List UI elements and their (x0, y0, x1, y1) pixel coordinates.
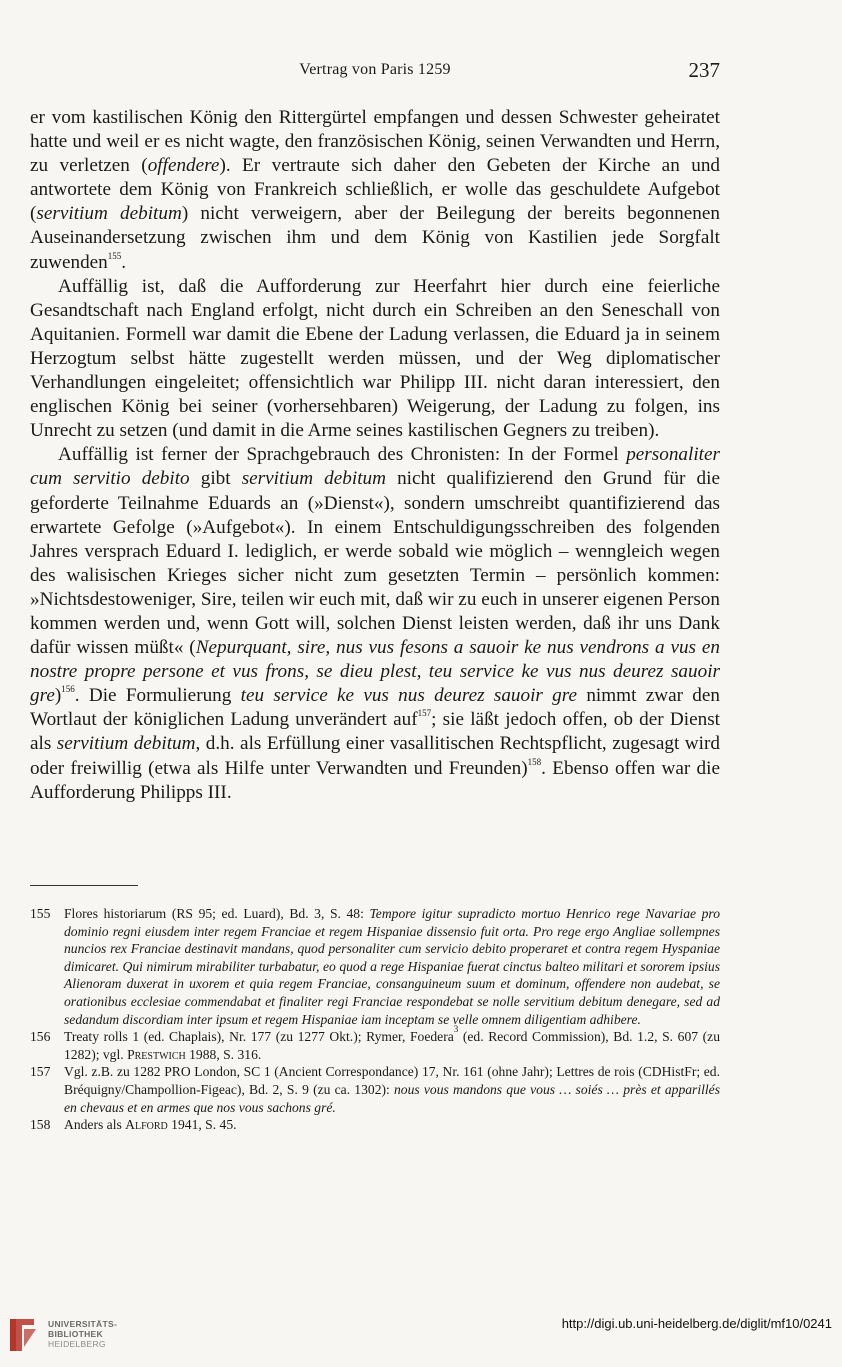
logo-line: UNIVERSITÄTS- (48, 1319, 118, 1329)
text-run: Flores historiarum (RS 95; ed. Luard), Bd. 3, S. 48: (64, 906, 370, 921)
footnote-number: 156 (30, 1029, 51, 1045)
footnote-ref-156[interactable]: 156 (61, 684, 75, 695)
text-run: Treaty rolls 1 (ed. Chaplais), Nr. 177 (zu 1277 Okt.); Rymer, Foedera (64, 1029, 454, 1045)
text-run: ) nicht verweigern, aber der Beilegung der bereits begonnenen Auseinandersetzung zwischen ihm und dem König von Kastilien jede Sorgfalt zuwenden (30, 203, 720, 273)
italic-run: servitium debitum (36, 203, 182, 225)
italic-run: personaliter cum servitio debito (30, 444, 720, 490)
footnote-158 (30, 1116, 720, 1134)
paragraph-2: Auffällig ist, daß die Aufforderung zur Heerfahrt hier durch eine feierliche Gesandtschaft nach England erfolgt, nicht durch ein Schreiben an den Seneschall von Aquitanien. Formell war damit die Ebene der Ladung verlassen, die Eduard ja in seinem Herzogtum selbst hätte zugestellt werden müssen, und der Weg diplomatischer Verhandlungen eingeleitet; offensichtlich war Philipp III. nicht daran interessiert, den englischen König bei seiner (vorhersehbaren) Weigerung, der Ladung zu folgen, ins Unrecht zu setzen (und damit in die Arme seines kastilischen Gegners zu treiben). (30, 275, 720, 442)
running-head (30, 58, 720, 84)
italic-run: Tempore igitur supradicto mortuo Henrico rege Navariae pro dominio regni eiusdem inter regem Franciae et regem Hispaniae dissensio fuit orta. Pro rege ergo Angliae sollempnes nuncios rex Franciae destinavit mandans, quod personaliter cum servicio debito properaret et contra regem Hyspaniae dimicaret. Qui nimirum mirabiliter turbabatur, eo quod a rege Hispaniae fuerat cinctus balteo militari et sororem ipsius Alienoram duxerat in uxorem et quia regem Franciae, consanguineum suum et dominum, offendere non audebat, se orationibus ecclesiae commendabat et finaliter regi Franciae respondebat se nolle servitium debitum denegare, sed ad sedandum discordiam inter ipsum et regem Hispaniae iam inceptam se velle omnem diligentiam adhibere. (64, 906, 720, 1027)
paragraph-1 (30, 106, 720, 275)
footnote-ref-155[interactable]: 155 (107, 250, 122, 261)
page-number: 237 (688, 58, 720, 82)
footnote-text (64, 1024, 720, 1063)
italic-run: nous vous mandons que vous … soiés … près et apparillés en chevaus et en armes que nos vous sachons gré. (64, 1081, 720, 1115)
text-run: Vgl. z.B. zu 1282 PRO London, SC 1 (Ancient Correspondance) 17, Nr. 161 (ohne Jahr); Lettres de rois (CDHistFr; ed. Bréquigny/Champollion-Figeac), Bd. 2, S. 9 (zu ca. 1302): (64, 1064, 720, 1097)
footnote-text (64, 1063, 720, 1116)
author-name: Alford (125, 1117, 168, 1133)
footnote-156 (30, 1024, 720, 1063)
footnote-text (64, 905, 720, 1028)
footnote-ref-158[interactable]: 158 (527, 756, 542, 767)
italic-run: teu service ke vus nus deurez sauoir gre (240, 685, 578, 707)
text-run: Auffällig ist ferner der Sprachgebrauch des Chronisten: In der Formel (58, 444, 627, 466)
footnote-divider (30, 885, 138, 886)
edition-superscript: 3 (453, 1024, 459, 1035)
footnotes (30, 905, 720, 1134)
footnote-157 (30, 1063, 720, 1116)
footnote-text (64, 1116, 720, 1134)
text-run: er vom kastilischen König den Rittergürtel empfangen und dessen Schwester geheiratet hatte und weil er es nicht wagte, den französischen König, seinen Verwandten und Herrn, zu verletzen ( (30, 107, 720, 177)
source-url[interactable]: http://digi.ub.uni-heidelberg.de/diglit/mf10/0241 (561, 1316, 832, 1331)
text-run: . Die Formulierung (74, 685, 241, 707)
footnote-number: 155 (30, 906, 51, 921)
library-logo-icon (8, 1317, 38, 1353)
text-run: nicht qualifizierend den Grund für die geforderte Teilnahme Eduards an (»Dienst«), sondern umschreibt quantifizierend das erwartete Gefolge (»Aufgebot«). In einem Entschuldigungsschreiben des folgenden Jahres versprach Eduard I. lediglich, er werde sobald wie möglich – wenngleich wegen des walisischen Krieges sicher nicht zum gesetzten Termin – persönlich kommen: »Nichtsdestoweniger, Sire, teilen wir euch mit, daß wir zu euch in unserer eigenen Person kommen werden und, wenn Gott will, solchen Dienst leisten werden, daß ihr uns Dank dafür wissen müßt« ( (30, 468, 720, 659)
text-run: gibt (189, 468, 242, 490)
text-run: ) (54, 685, 62, 707)
text-run: Anders als (64, 1117, 126, 1133)
italic-run: Nepurquant, sire, nus vus fesons a sauoir ke nus vendrons a vus en nostre propre persone et vus frons, se dieu plest, teu service ke vus nus deurez sauoir gre (30, 637, 720, 707)
footnote-ref-157[interactable]: 157 (417, 708, 432, 719)
text-run: 1941, S. 45. (167, 1117, 237, 1133)
main-text (30, 106, 720, 805)
text-run: 1988, S. 316. (185, 1046, 262, 1062)
footnote-number: 157 (30, 1064, 51, 1080)
library-logo-text (48, 1319, 117, 1349)
italic-run: offendere (147, 155, 220, 177)
library-logo[interactable] (8, 1311, 168, 1357)
text-run: . Ebenso offen war die Aufforderung Philipps III. (30, 757, 721, 803)
footnote-155 (30, 905, 720, 1028)
text-run: , d.h. als Erfüllung einer vasallitischen Rechtspflicht, zugesagt wird oder freiwillig (etwa als Hilfe unter Verwandten und Freunden) (30, 733, 720, 779)
text-run: ). Er vertraute sich daher den Gebeten der Kirche an und antwortete dem König von Frankreich schließlich, er wolle das geschuldete Aufgebot ( (30, 155, 721, 225)
logo-line: HEIDELBERG (48, 1339, 106, 1349)
footnote-number: 158 (30, 1117, 51, 1133)
author-name: Prestwich (127, 1046, 186, 1062)
text-run: nimmt zwar den Wortlaut der königlichen Ladung unverändert auf (30, 685, 720, 731)
paragraph-3 (30, 443, 720, 804)
text-run: . (121, 251, 127, 273)
running-title: Vertrag von Paris 1259 (299, 61, 451, 78)
italic-run: servitium debitum (241, 468, 386, 490)
text-run: ; sie läßt jedoch offen, ob der Dienst als (30, 709, 720, 755)
text-run: (ed. Record Commission), Bd. 1.2, S. 607 (zu 1282); vgl. (64, 1029, 720, 1062)
logo-line: BIBLIOTHEK (48, 1329, 103, 1339)
italic-run: servitium debitum (56, 733, 196, 755)
